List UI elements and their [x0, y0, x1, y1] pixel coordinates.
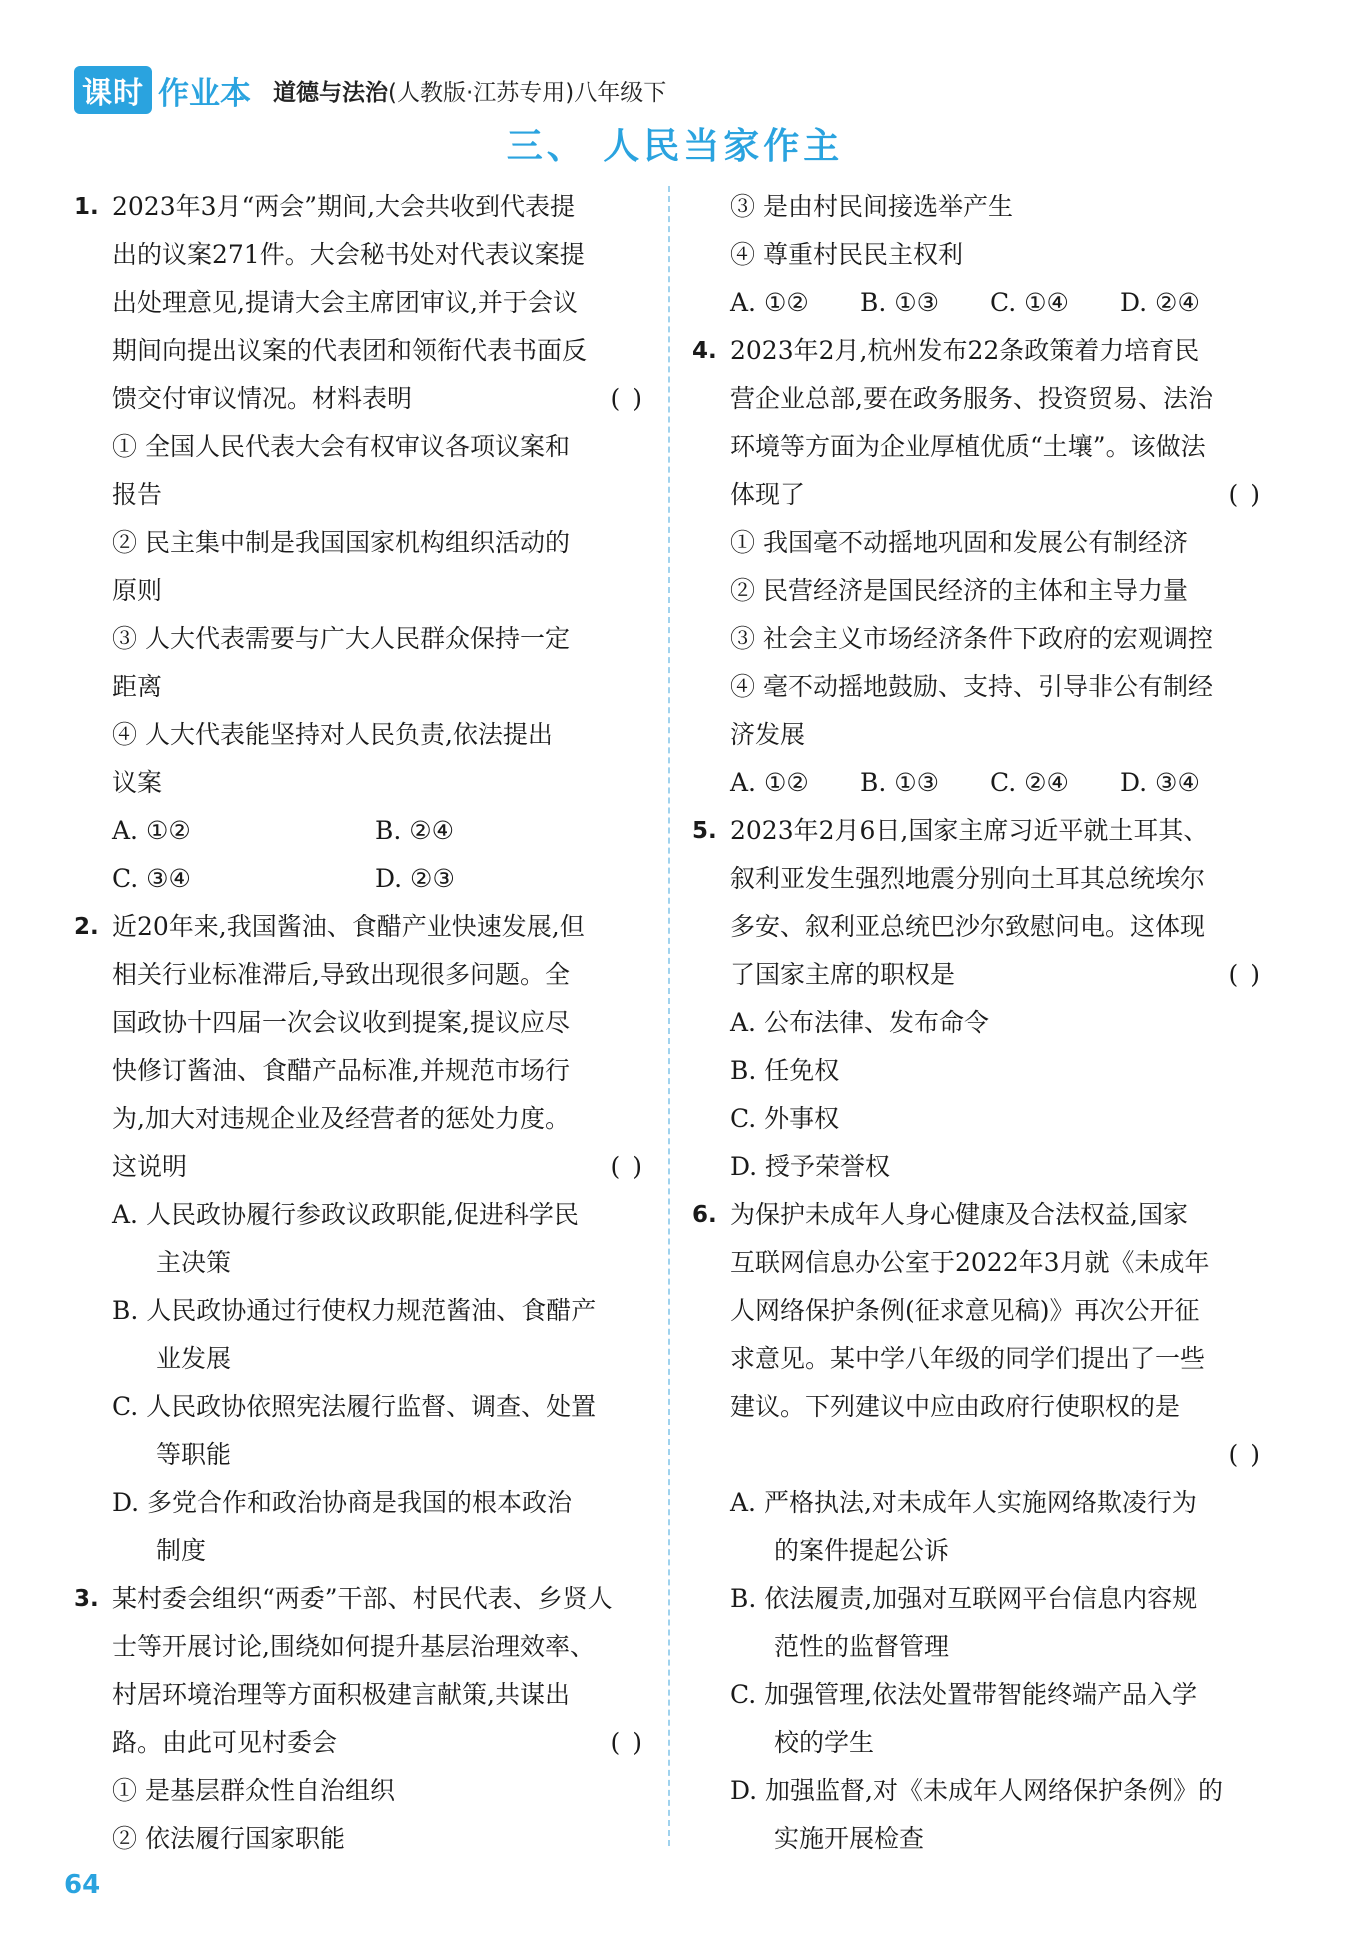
option-b: B. ②④ [375, 816, 455, 845]
question-line: 快修订酱油、食醋产品标准,并规范市场行 [112, 1056, 570, 1085]
statement-item: 议案 [112, 768, 163, 797]
option-d: D. ③④ [1120, 768, 1200, 797]
question-line: 营企业总部,要在政务服务、投资贸易、法治 [730, 384, 1213, 413]
statement-item: ② 民营经济是国民经济的主体和主导力量 [730, 576, 1188, 605]
answer-bracket: ( ) [610, 384, 644, 413]
statement-item: ② 依法履行国家职能 [112, 1824, 345, 1853]
question-line: 2. 近20年来,我国酱油、食醋产业快速发展,但 [74, 903, 644, 951]
option-a: A. ①② [112, 816, 191, 845]
question-line: 相关行业标准滞后,导致出现很多问题。全 [112, 960, 570, 989]
option-a: A. ①② [730, 768, 809, 797]
subject-detail: (人教版·江苏专用)八年级下 [388, 79, 667, 106]
option-d: D. ②③ [375, 864, 455, 893]
statement-item: 原则 [112, 576, 163, 605]
option-line: 的案件提起公诉 [774, 1536, 950, 1565]
subject-title [273, 74, 666, 107]
option-line: C. 外事权 [730, 1104, 840, 1133]
statement-item: ① 全国人民代表大会有权审议各项议案和 [112, 432, 570, 461]
question-number: 3. [74, 1586, 99, 1612]
statement-item: 济发展 [730, 720, 806, 749]
option-line: C. 加强管理,依法处置带智能终端产品入学 [730, 1680, 1198, 1709]
question-line: 体现了 ( ) [692, 471, 1262, 519]
option-line: 等职能 [156, 1440, 232, 1469]
question-line: 了国家主席的职权是 ( ) [692, 951, 1262, 999]
question-line: 为,加大对违规企业及经营者的惩处力度。 [112, 1104, 570, 1133]
option-c: C. ②④ [990, 768, 1069, 797]
question-line: 叙利亚发生强烈地震分别向土耳其总统埃尔 [730, 864, 1206, 893]
statement-item: ④ 毫不动摇地鼓励、支持、引导非公有制经 [730, 672, 1213, 701]
answer-options [692, 279, 1262, 327]
option-b: B. ①③ [860, 288, 940, 317]
answer-options [74, 855, 644, 903]
column-divider [668, 186, 670, 1846]
question-line: 人网络保护条例(征求意见稿)》再次公开征 [730, 1296, 1200, 1325]
option-line: D. 加强监督,对《未成年人网络保护条例》的 [730, 1776, 1223, 1805]
page-number: 64 [64, 1870, 101, 1900]
question-line: 多安、叙利亚总统巴沙尔致慰问电。这体现 [730, 912, 1206, 941]
option-line: 实施开展检查 [774, 1824, 925, 1853]
option-a: A. ①② [730, 288, 809, 317]
question-line: 1. 2023年3月“两会”期间,大会共收到代表提 [74, 183, 644, 231]
section-title: 三、 人民当家作主 [506, 126, 844, 167]
question-number: 6. [692, 1202, 717, 1228]
answer-bracket: ( ) [610, 1152, 644, 1181]
question-line: 期间向提出议案的代表团和领衔代表书面反 [112, 336, 588, 365]
question-line: 出的议案271件。大会秘书处对代表议案提 [112, 240, 585, 269]
option-c: C. ①④ [990, 288, 1069, 317]
option-d: D. ②④ [1120, 288, 1200, 317]
option-line: A. 公布法律、发布命令 [730, 1008, 989, 1037]
option-line: A. 严格执法,对未成年人实施网络欺凌行为 [730, 1488, 1197, 1517]
answer-options [74, 807, 644, 855]
answer-bracket: ( ) [610, 1728, 644, 1757]
option-line: C. 人民政协依照宪法履行监督、调查、处置 [112, 1392, 597, 1421]
question-line: 求意见。某中学八年级的同学们提出了一些 [730, 1344, 1206, 1373]
statement-item: ① 是基层群众性自治组织 [112, 1776, 395, 1805]
option-line: D. 授予荣誉权 [730, 1152, 891, 1181]
option-line: 范性的监督管理 [774, 1632, 950, 1661]
question-line: 路。由此可见村委会 ( ) [74, 1719, 644, 1767]
logo-box: 课时 [74, 66, 152, 114]
statement-item: ② 民主集中制是我国国家机构组织活动的 [112, 528, 570, 557]
question-line [692, 1431, 1262, 1479]
question-line: 士等开展讨论,围绕如何提升基层治理效率、 [112, 1632, 595, 1661]
subject-main: 道德与法治 [273, 79, 388, 106]
question-line: 4. 2023年2月,杭州发布22条政策着力培育民 [692, 327, 1262, 375]
option-b: B. ①③ [860, 768, 940, 797]
right-column [692, 183, 1262, 1863]
question-number: 2. [74, 914, 99, 940]
answer-options [692, 759, 1262, 807]
answer-bracket: ( ) [1228, 960, 1262, 989]
logo-text: 作业本 [158, 75, 251, 112]
option-line: 制度 [156, 1536, 207, 1565]
question-line: 村居环境治理等方面积极建言献策,共谋出 [112, 1680, 570, 1709]
question-line: 互联网信息办公室于2022年3月就《未成年 [730, 1248, 1210, 1277]
question-number: 5. [692, 818, 717, 844]
statement-item: ④ 人大代表能坚持对人民负责,依法提出 [112, 720, 553, 749]
statement-item: ③ 人大代表需要与广大人民群众保持一定 [112, 624, 570, 653]
statement-item: ① 我国毫不动摇地巩固和发展公有制经济 [730, 528, 1188, 557]
option-line: A. 人民政协履行参政议政职能,促进科学民 [112, 1200, 579, 1229]
statement-item: ④ 尊重村民民主权利 [730, 240, 963, 269]
option-line: 主决策 [156, 1248, 232, 1277]
question-line: 5. 2023年2月6日,国家主席习近平就土耳其、 [692, 807, 1262, 855]
statement-item: ③ 社会主义市场经济条件下政府的宏观调控 [730, 624, 1213, 653]
option-line: B. 任免权 [730, 1056, 840, 1085]
option-c: C. ③④ [112, 864, 191, 893]
answer-bracket: ( ) [1228, 480, 1262, 509]
answer-bracket: ( ) [1228, 1440, 1262, 1469]
question-line: 这说明 ( ) [74, 1143, 644, 1191]
option-line: 校的学生 [774, 1728, 875, 1757]
statement-item: 报告 [112, 480, 163, 509]
left-column [74, 183, 644, 1863]
option-line: 业发展 [156, 1344, 232, 1373]
question-line: 环境等方面为企业厚植优质“土壤”。该做法 [730, 432, 1206, 461]
question-line: 馈交付审议情况。材料表明 ( ) [74, 375, 644, 423]
statement-item: 距离 [112, 672, 163, 701]
option-line: B. 依法履责,加强对互联网平台信息内容规 [730, 1584, 1198, 1613]
statement-item: ③ 是由村民间接选举产生 [730, 192, 1013, 221]
header [74, 68, 666, 112]
option-line: D. 多党合作和政治协商是我国的根本政治 [112, 1488, 573, 1517]
question-line: 建议。下列建议中应由政府行使职权的是 [730, 1392, 1181, 1421]
question-number: 1. [74, 194, 99, 220]
question-number: 4. [692, 338, 717, 364]
question-line: 国政协十四届一次会议收到提案,提议应尽 [112, 1008, 570, 1037]
question-line: 出处理意见,提请大会主席团审议,并于会议 [112, 288, 578, 317]
question-line: 6. 为保护未成年人身心健康及合法权益,国家 [692, 1191, 1262, 1239]
question-line: 3. 某村委会组织“两委”干部、村民代表、乡贤人 [74, 1575, 644, 1623]
option-line: B. 人民政协通过行使权力规范酱油、食醋产 [112, 1296, 597, 1325]
